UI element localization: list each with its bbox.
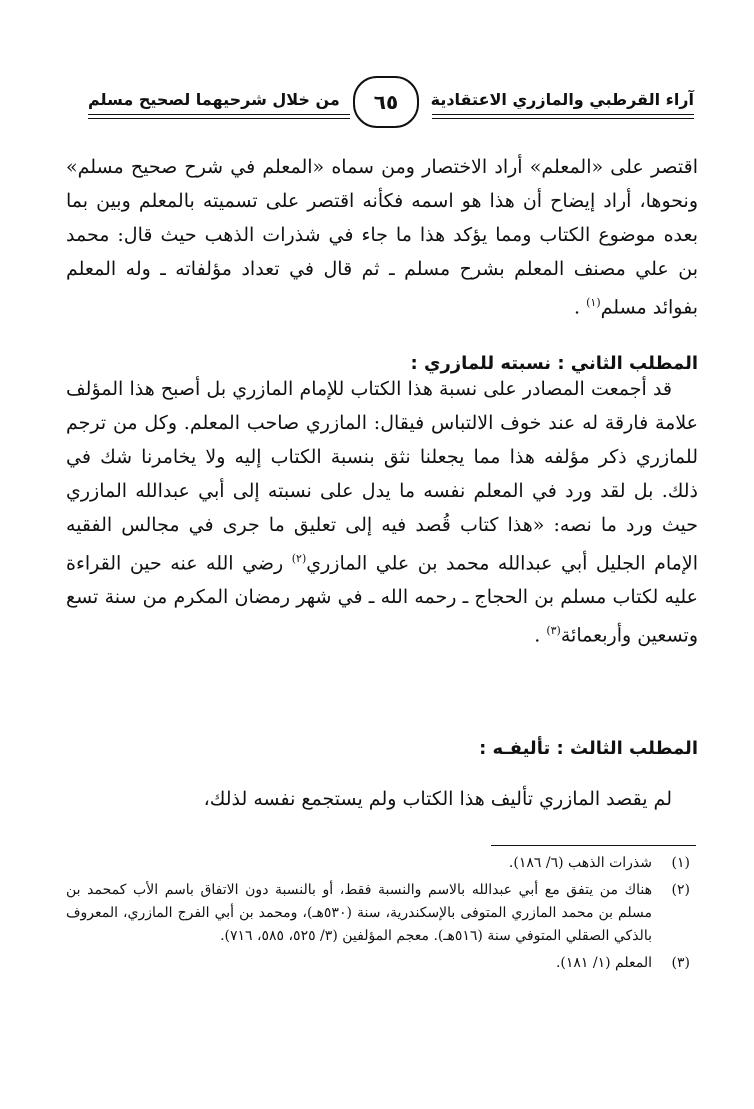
header-rule-right: [432, 114, 694, 115]
paragraph-3-text: لم يقصد المازري تأليف هذا الكتاب ولم يستجمع نفسه لذلك،: [203, 788, 672, 810]
paragraph-1: [66, 150, 698, 324]
paragraph-2-text-a: قد أجمعت المصادر على نسبة هذا الكتاب للإمام المازري بل أصبح هذا المؤلف علامة فارقة له عند خوف الالتباس فيقال: المازري صاحب المعلم. وكل من ترجم للمازري ذكر مؤلفه هذا مما يجعلنا نثق بنسبة الكتاب إليه ولا يخامرنا شك في ذلك. بل لقد ورد في المعلم نفسه ما يدل على نسبته إلى أبي عبدالله المازري حيث ورد ما نصه: «هذا كتاب قُصد فيه إلى تعليق ما جرى في مجالس الفقيه الإمام الجليل أبي عبدالله محمد بن علي المازري: [66, 378, 698, 575]
header-book-title: آراء القرطبي والمازري الاعتقادية: [430, 90, 694, 109]
running-header: [88, 84, 694, 134]
paragraph-2: [66, 372, 698, 653]
footnote-separator: [491, 845, 696, 846]
footnote-item: [66, 852, 690, 875]
footnote-ref-2: (٢): [291, 552, 307, 565]
header-rule-right-2: [432, 118, 694, 119]
section-heading-authorship: المطلب الثالث : تأليفـه :: [479, 738, 698, 759]
paragraph-2-end: .: [534, 624, 541, 647]
footnote-text: هناك من يتفق مع أبي عبدالله بالاسم والنسبة فقط، أو بالنسبة دون الاتفاق باسم الأب كمحمد بن مسلم بن محمد المازري المتوفى بالإسكندرية، سنة (٥٣٠هـ)، ومحمد بن أبي الفرج المازري، المعروف بالذكي الصقلي المتوفي سنة (٥١٦هـ). معجم المؤلفين (٣/ ٥٢٥، ٥٨٥، ٧١٦).: [66, 882, 652, 944]
paragraph-1-end: .: [574, 296, 581, 319]
footnote-item: [66, 879, 690, 948]
footnote-item: [66, 952, 690, 975]
footnote-ref-1: (١): [586, 296, 601, 309]
footnote-text: المعلم (١/ ١٨١).: [555, 955, 652, 971]
footnote-ref-3: (٣): [546, 624, 561, 638]
page-number: ٦٥: [353, 76, 419, 128]
footnote-number: (٣): [671, 955, 690, 971]
footnote-number: (٢): [671, 882, 690, 898]
footnotes: [66, 852, 690, 979]
section-heading-attribution: المطلب الثاني : نسبته للمازري :: [410, 353, 698, 374]
paragraph-2-text-b: رضي الله عنه حين القراءة عليه لكتاب مسلم بن الحجاج ـ رحمه الله ـ في شهر رمضان المكرم من سنة تسع وتسعين وأربعمائة: [66, 552, 698, 647]
header-rule-left-2: [88, 118, 350, 119]
paragraph-3: [66, 782, 698, 816]
footnote-text: شذرات الذهب (٦/ ١٨٦).: [508, 855, 652, 871]
header-book-subtitle: من خلال شرحيهما لصحيح مسلم: [88, 90, 340, 109]
footnote-number: (١): [671, 855, 690, 871]
paragraph-1-text: اقتصر على «المعلم» أراد الاختصار ومن سماه «المعلم في شرح صحيح مسلم» ونحوها، أراد إيضاح أن هذا هو اسمه فكأنه اقتصر على تسميته بالمعلم وبين بما بعده موضوع الكتاب ومما يؤكد هذا ما جاء في شذرات الذهب حيث قال: محمد بن علي مصنف المعلم بشرح مسلم ـ ثم قال في تعداد مؤلفاته ـ وله المعلم بفوائد مسلم: [66, 156, 698, 319]
header-rule-left: [88, 114, 350, 115]
